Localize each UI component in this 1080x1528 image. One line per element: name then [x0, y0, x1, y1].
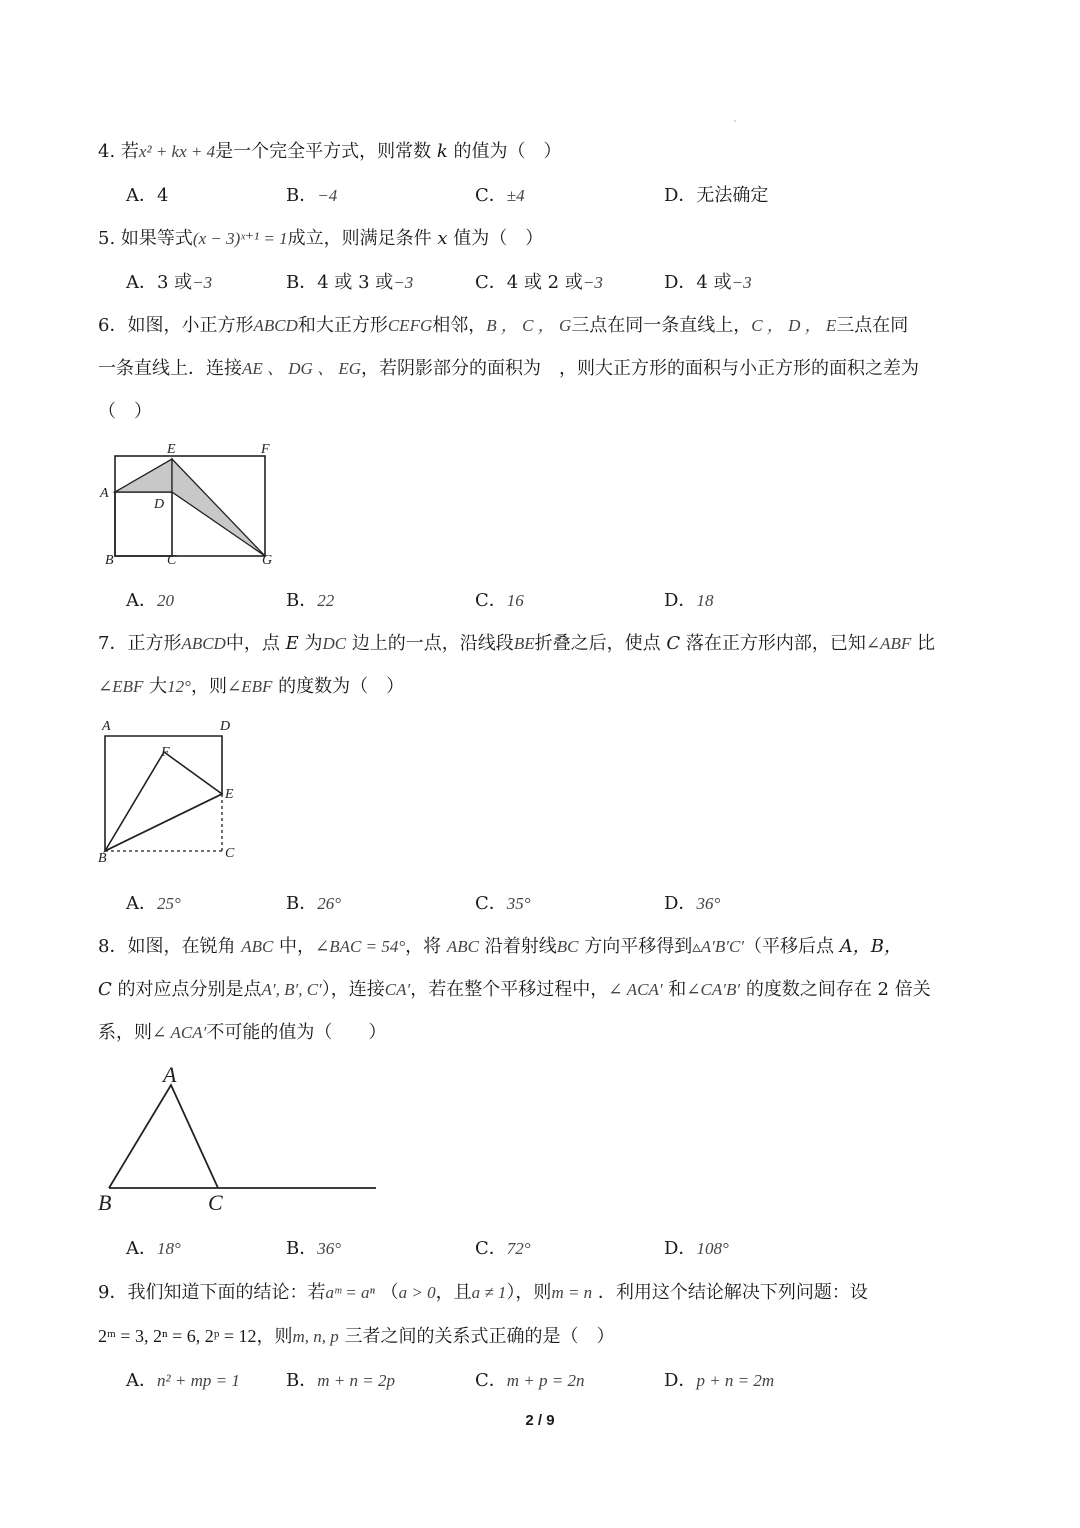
option-d[interactable]: D．无法确定: [664, 185, 769, 206]
option-c[interactable]: C．72°: [475, 1238, 531, 1259]
option-b[interactable]: B．m + n = 2p: [286, 1370, 395, 1391]
question-5-stem: 5. 如果等式(x − 3)ˣ⁺¹ = 1成立，则满足条件 x 值为（ ）: [98, 228, 544, 249]
option-a[interactable]: A．3 或−3: [126, 272, 213, 293]
label-d: D: [154, 497, 165, 512]
label-c: C: [225, 846, 235, 861]
question-8-figure: [92, 1058, 382, 1218]
label-a: A: [163, 1062, 177, 1087]
option-d[interactable]: D．36°: [664, 893, 721, 914]
option-c[interactable]: C．4 或 2 或−3: [475, 272, 603, 293]
label-d: D: [220, 719, 231, 734]
option-c[interactable]: C．16: [475, 590, 524, 611]
option-b[interactable]: B．−4: [286, 185, 338, 206]
label-c: C: [167, 553, 177, 568]
option-b[interactable]: B．4 或 3 或−3: [286, 272, 414, 293]
label-a: A: [102, 719, 111, 734]
triangle-abc: [109, 1085, 218, 1188]
question-9-stem-line2: 2ᵐ = 3, 2ⁿ = 6, 2ᵖ = 12，则m, n, p 三者之间的关系式正确的是（ ）: [98, 1326, 615, 1347]
option-a[interactable]: A．n² + mp = 1: [126, 1370, 240, 1391]
label-b: B: [98, 851, 107, 864]
label-b: B: [105, 553, 114, 568]
option-d[interactable]: D．p + n = 2m: [664, 1370, 775, 1391]
option-c[interactable]: C．m + p = 2n: [475, 1370, 585, 1391]
option-b[interactable]: B．26°: [286, 893, 342, 914]
question-9-stem-line1: 9．我们知道下面的结论：若aᵐ = aⁿ （a > 0，且a ≠ 1），则m = n ．利用这个结论解决下列问题：设: [98, 1282, 868, 1303]
question-7-options: [126, 891, 886, 917]
label-f: F: [161, 745, 170, 760]
option-c[interactable]: C．±4: [475, 185, 525, 206]
speck: [734, 120, 736, 122]
label-c: C: [208, 1190, 223, 1215]
question-4-options: [126, 183, 886, 209]
question-7-figure: [94, 714, 244, 864]
option-d[interactable]: D．18: [664, 590, 714, 611]
label-f: F: [261, 442, 270, 457]
page-number: 2 / 9: [525, 1412, 555, 1429]
label-e: E: [225, 787, 234, 802]
shaded-triangle-edg: [172, 459, 265, 556]
label-e: E: [167, 442, 176, 457]
option-d[interactable]: D．108°: [664, 1238, 729, 1259]
question-5-options: [126, 270, 886, 296]
shaded-triangle-aed: [115, 459, 172, 492]
option-b[interactable]: B．36°: [286, 1238, 342, 1259]
question-6-figure: [96, 436, 286, 572]
question-9-options: [126, 1368, 886, 1394]
question-8-stem-line3: 系，则∠ ACA′不可能的值为（ ）: [98, 1022, 387, 1043]
label-g: G: [262, 553, 273, 568]
question-6-stem-line2: 一条直线上．连接AE 、 DG 、 EG，若阴影部分的面积为 ，则大正方形的面积与小正方形的面积之差为: [98, 358, 919, 379]
question-8-stem-line2: C 的对应点分别是点A′, B′, C′），连接CA′，若在整个平移过程中，∠ ACA′ 和∠CA′B′ 的度数之间存在 2 倍关: [98, 979, 931, 1000]
question-8-options: [126, 1236, 886, 1262]
option-a[interactable]: A．18°: [126, 1238, 181, 1259]
option-d[interactable]: D．4 或−3: [664, 272, 752, 293]
question-6-stem-line3: （ ）: [98, 401, 152, 422]
option-a[interactable]: A．25°: [126, 893, 181, 914]
question-7-stem-line1: 7．正方形ABCD中，点 E 为DC 边上的一点，沿线段BE折叠之后，使点 C 落在正方形内部，已知∠ABF 比: [98, 633, 935, 654]
question-8-stem-line1: 8．如图，在锐角 ABC 中，∠BAC = 54°，将 ABC 沿着射线BC 方向平移得到▵A′B′C′（平移后点 A，B，: [98, 936, 902, 957]
option-a[interactable]: A．4: [126, 185, 169, 206]
question-7-stem-line2: ∠EBF 大12°，则∠EBF 的度数为（ ）: [98, 676, 405, 697]
option-c[interactable]: C．35°: [475, 893, 531, 914]
option-b[interactable]: B．22: [286, 590, 335, 611]
question-6-options: [126, 588, 886, 614]
label-a: A: [100, 486, 109, 501]
question-6-stem-line1: 6．如图，小正方形ABCD和大正方形CEFG相邻，B ， C ， G三点在同一条直线上，C ， D ， E三点在同: [98, 315, 909, 336]
option-a[interactable]: A．20: [126, 590, 174, 611]
label-b: B: [98, 1190, 112, 1215]
triangle-bfe: [105, 752, 222, 851]
question-4-stem: 4. 若x² + kx + 4是一个完全平方式，则常数 k 的值为（ ）: [98, 141, 562, 162]
